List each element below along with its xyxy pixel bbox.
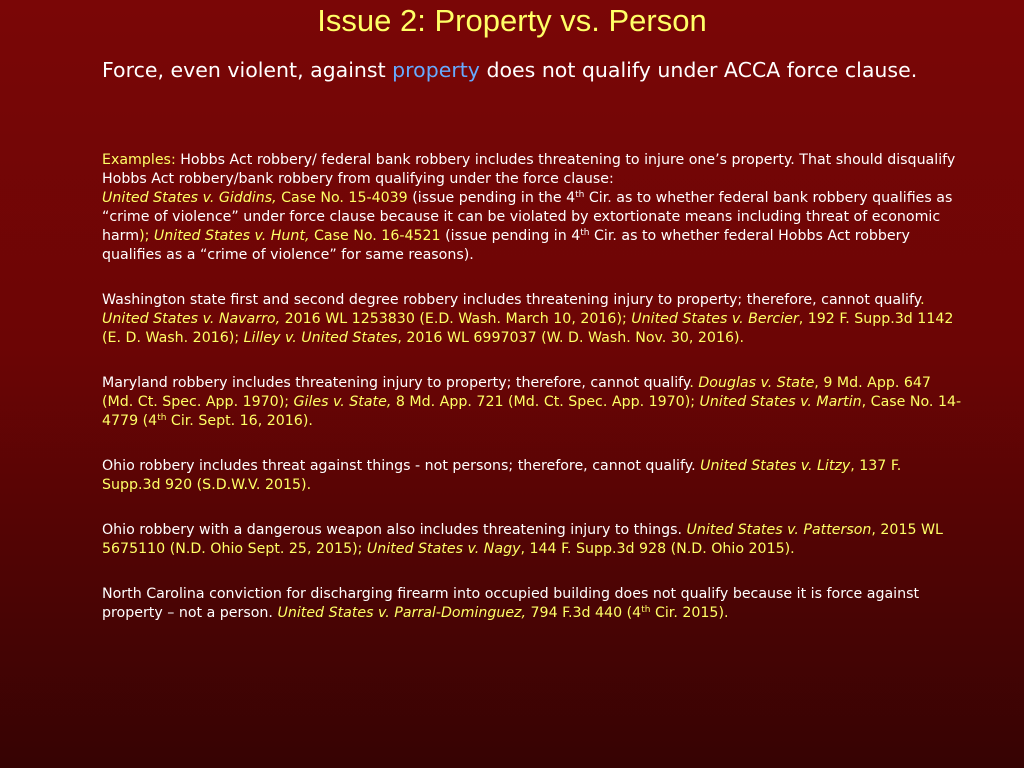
north-carolina-text: North Carolina conviction for discharging firearm into occupied building does not qualify because it is force against property – not a person. (102, 586, 920, 621)
maryland-dot: . (689, 375, 699, 391)
case-bercier-cite: , 192 F. Supp.3d 1142 (E. D. Wash. 2016); (102, 311, 954, 346)
ohio-weapon-paragraph (102, 521, 964, 559)
slide-body (102, 151, 964, 649)
north-carolina-paragraph (102, 585, 964, 623)
case-patterson-cite: , 2015 WL 5675110 (N.D. Ohio Sept. 25, 2015); (102, 522, 943, 557)
examples-text: Hobbs Act robbery/ federal bank robbery includes threatening to injure one’s property. That should disqualify Hobbs Act robbery/bank robbery from qualifying under the force clause: (102, 152, 956, 187)
case-patterson-name: United States v. Patterson (686, 522, 872, 538)
slide-subtitle (102, 56, 962, 84)
case-parral-dominguez-cite-a: 794 F.3d 440 (4 (526, 605, 642, 621)
superscript-th: th (575, 190, 585, 200)
case-lilley-name: Lilley v. United States (243, 330, 398, 346)
case-giddins-number: Case No. 15-4039 (276, 190, 413, 206)
washington-dot: . (920, 292, 925, 308)
superscript-th: th (157, 413, 167, 423)
slide-title: Issue 2: Property vs. Person (317, 3, 707, 38)
case-hunt-desc-b: Cir. as to whether federal Hobbs Act robbery qualifies as a “crime of violence” for same reasons). (102, 228, 910, 263)
case-litzy-name: United States v. Litzy (700, 458, 851, 474)
case-nagy-name: United States v. Nagy (366, 541, 521, 557)
subtitle-pre: Force, even violent, against (102, 58, 393, 82)
washington-paragraph (102, 291, 964, 348)
case-martin-cite-a: , Case No. 14-4779 (4 (102, 394, 962, 429)
washington-text: Washington state first and second degree robbery includes threatening injury to property; therefore, cannot qualify (102, 292, 921, 308)
case-giddins-desc-a: (issue pending in the 4 (412, 190, 576, 206)
case-hunt-desc-a: (issue pending in 4 (445, 228, 581, 244)
examples-paragraph (102, 151, 964, 189)
examples-label: Examples: (102, 152, 176, 168)
ohio-robbery-paragraph (102, 457, 964, 495)
case-giles-name: Giles v. State, (293, 394, 392, 410)
case-separator: ); (139, 228, 154, 244)
case-giles-cite: 8 Md. App. 721 (Md. Ct. Spec. App. 1970); (391, 394, 700, 410)
case-hunt-number: Case No. 16-4521 (309, 228, 446, 244)
examples-cases-paragraph (102, 189, 964, 265)
case-lilley-cite: , 2016 WL 6997037 (W. D. Wash. Nov. 30, 2016). (397, 330, 745, 346)
case-douglas-name: Douglas v. State (698, 375, 815, 391)
case-nagy-cite: , 144 F. Supp.3d 928 (N.D. Ohio 2015). (520, 541, 795, 557)
case-parral-dominguez-cite-b: Cir. 2015). (650, 605, 729, 621)
ohio-weapon-text: Ohio robbery with a dangerous weapon also includes threatening injury to things. (102, 522, 687, 538)
subtitle-keyword-property: property (392, 58, 480, 82)
case-martin-name: United States v. Martin (699, 394, 862, 410)
case-parral-dominguez-name: United States v. Parral-Dominguez, (277, 605, 527, 621)
case-navarro-name: United States v. Navarro, (102, 311, 281, 327)
case-hunt-name: United States v. Hunt, (153, 228, 310, 244)
maryland-paragraph (102, 374, 964, 431)
case-martin-cite-b: Cir. Sept. 16, 2016). (166, 413, 313, 429)
case-douglas-cite: , 9 Md. App. 647 (Md. Ct. Spec. App. 1970); (102, 375, 931, 410)
case-navarro-cite: 2016 WL 1253830 (E.D. Wash. March 10, 2016); (280, 311, 632, 327)
case-litzy-cite: , 137 F. Supp.3d 920 (S.D.W.V. 2015). (102, 458, 902, 493)
case-giddins-name: United States v. Giddins, (102, 190, 277, 206)
subtitle-post: does not qualify under ACCA force clause. (479, 58, 918, 82)
maryland-text: Maryland robbery includes threatening injury to property; therefore, cannot qualify (102, 375, 690, 391)
superscript-th: th (580, 228, 590, 238)
superscript-th: th (641, 605, 651, 615)
case-bercier-name: United States v. Bercier (631, 311, 799, 327)
ohio-robbery-text: Ohio robbery includes threat against things - not persons; therefore, cannot qualify. (102, 458, 701, 474)
case-giddins-desc-b: Cir. as to whether federal bank robbery qualifies as “crime of violence” under force clause because it can be violated by extortionate means including threat of economic harm (102, 190, 953, 244)
